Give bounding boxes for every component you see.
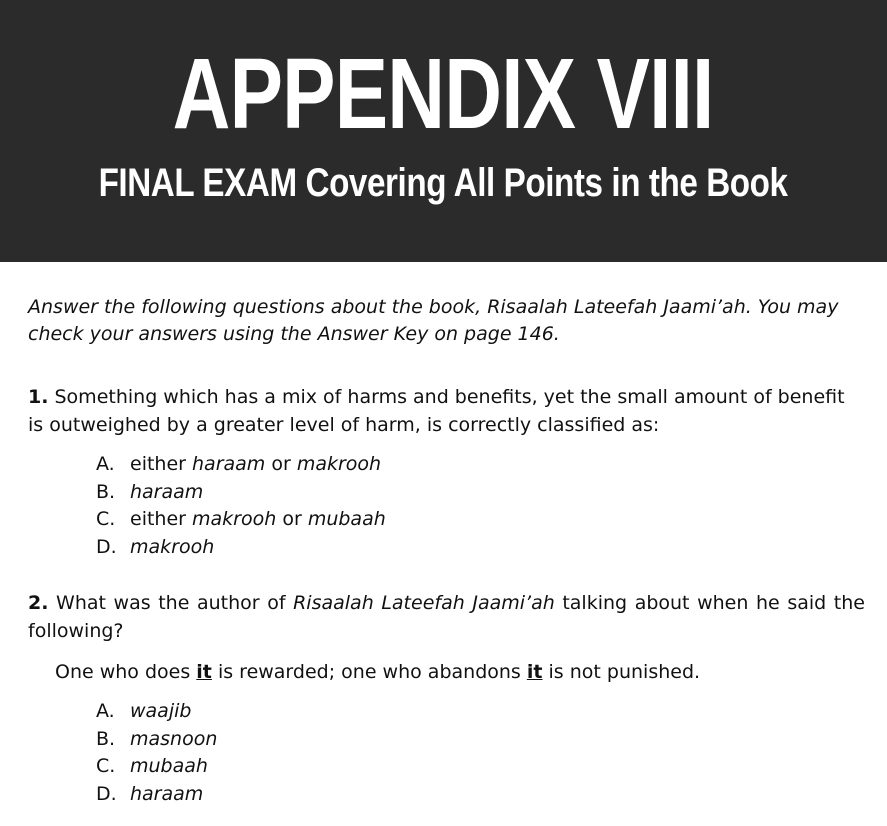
instructions-line-2: check your answers using the Answer Key on page 146. <box>28 323 560 345</box>
question-text: talking about when he said the following? <box>28 592 865 642</box>
question-2-options <box>28 698 865 808</box>
option-a <box>96 451 865 479</box>
option-term: waajib <box>130 700 192 722</box>
option-a <box>96 698 865 726</box>
quoted-statement <box>55 658 865 686</box>
option-letter: D. <box>96 782 117 805</box>
option-term: mubaah <box>130 755 208 777</box>
book-title: Risaalah Lateefah Jaami’ah <box>293 592 555 614</box>
quote-text: is not punished. <box>548 661 701 683</box>
option-letter: A. <box>96 700 115 722</box>
question-1-options <box>28 451 865 561</box>
question-text: Something which has a mix of harms and benefits, yet the small amount of benefit is outweighed by a greater level of harm, is correctly classified as: <box>28 386 845 436</box>
option-letter: B. <box>96 727 116 750</box>
question-2 <box>28 589 865 645</box>
option-term: makrooh <box>130 535 215 558</box>
question-number: 1. <box>28 386 49 408</box>
option-b <box>96 479 865 507</box>
option-c <box>96 753 865 781</box>
question-text: What was the author of <box>56 592 286 614</box>
option-term: haraam <box>130 480 204 503</box>
question-1 <box>28 383 865 439</box>
option-text: or <box>282 508 302 530</box>
option-term: masnoon <box>130 727 218 750</box>
quote-text: is rewarded; one who abandons <box>217 661 521 683</box>
option-letter: D. <box>96 535 117 558</box>
page-subtitle: FINAL EXAM Covering All Points in the Book <box>98 161 789 205</box>
option-letter: C. <box>96 755 116 777</box>
quote-emphasis: it <box>526 661 543 683</box>
page-title: APPENDIX VIII <box>173 38 714 150</box>
option-term: makrooh <box>192 508 277 530</box>
instructions-line-1: Answer the following questions about the book, Risaalah Lateefah Jaami’ah. You may <box>28 296 839 318</box>
option-term: mubaah <box>307 508 386 530</box>
option-b <box>96 726 865 754</box>
option-letter: A. <box>96 453 115 475</box>
option-text: or <box>271 453 291 475</box>
exam-content <box>0 294 887 808</box>
option-text: either <box>130 508 186 530</box>
quote-emphasis: it <box>196 661 212 683</box>
option-letter: B. <box>96 480 116 503</box>
instructions <box>28 294 865 348</box>
option-d <box>96 781 865 809</box>
option-term: makrooh <box>296 453 382 475</box>
option-d <box>96 534 865 562</box>
option-term: haraam <box>130 782 204 805</box>
option-term: haraam <box>192 453 266 475</box>
option-text: either <box>130 453 186 475</box>
option-letter: C. <box>96 508 116 530</box>
header-banner <box>0 0 887 262</box>
option-c <box>96 506 865 534</box>
question-number: 2. <box>28 592 49 614</box>
quote-text: One who does <box>55 661 191 683</box>
